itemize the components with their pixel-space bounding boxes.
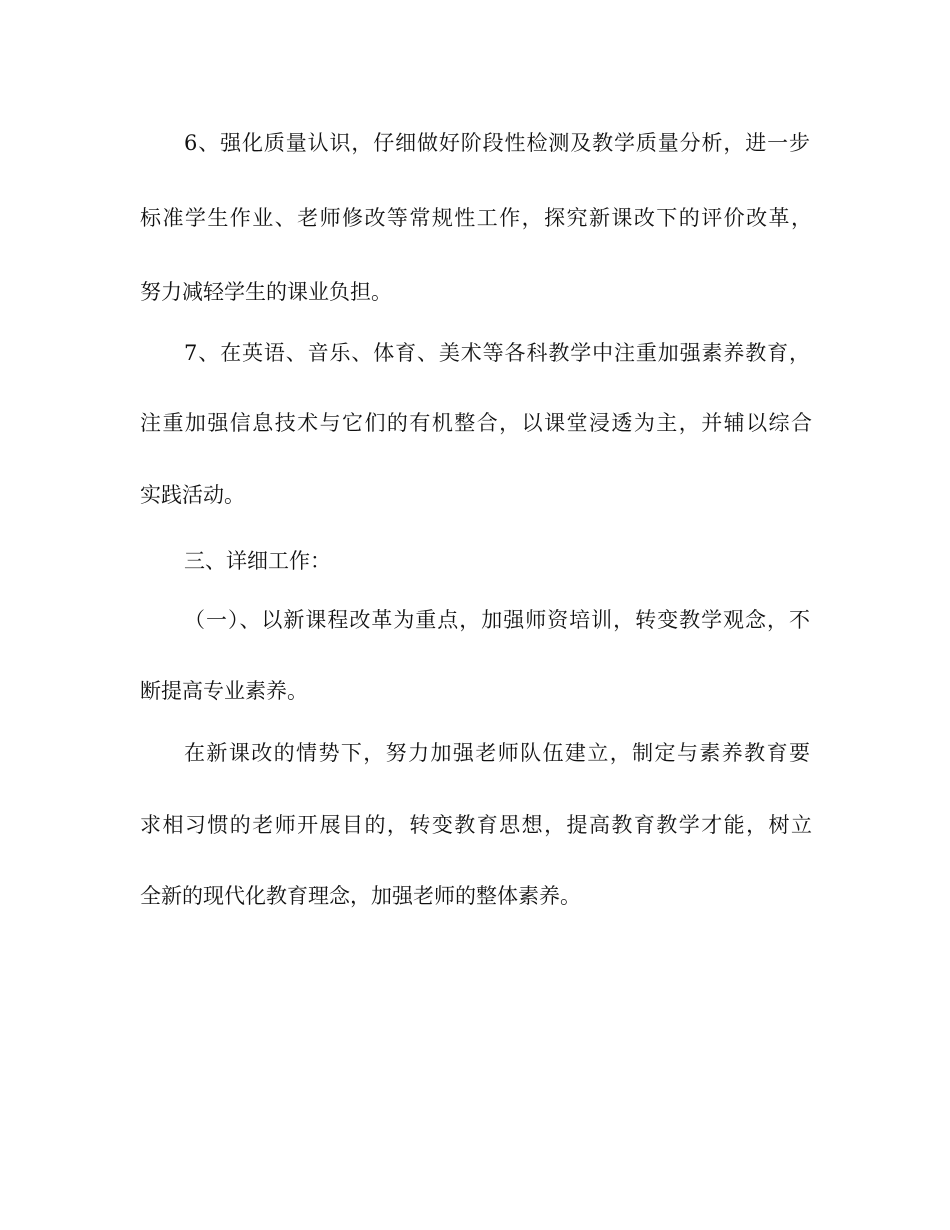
- paragraph-6-line-1: 6、强化质量认识，仔细做好阶段性检测及教学质量分析，进一步: [184, 131, 810, 155]
- paragraph-7-line-2: 注重加强信息技术与它们的有机整合，以课堂浸透为主，并辅以综合: [140, 411, 812, 435]
- paragraph-6-line-2: 标准学生作业、老师修改等常规性工作，探究新课改下的评价改革，: [140, 206, 812, 230]
- paragraph-7-line-3: 实践活动。: [140, 483, 245, 507]
- paragraph-8-line-3: 全新的现代化教育理念，加强老师的整体素养。: [140, 884, 581, 908]
- section-heading: 三、详细工作：: [184, 549, 331, 573]
- subsection-1-line-2: 断提高专业素养。: [140, 679, 308, 703]
- paragraph-8-line-2: 求相习惯的老师开展目的，转变教育思想，提高教育教学才能，树立: [140, 813, 812, 837]
- paragraph-7-line-1: 7、在英语、音乐、体育、美术等各科教学中注重加强素养教育，: [184, 341, 810, 365]
- paragraph-6-line-3: 努力减轻学生的课业负担。: [140, 280, 392, 304]
- subsection-1-line-1: （一）、以新课程改革为重点，加强师资培训，转变教学观念，不: [184, 608, 810, 632]
- paragraph-8-line-1: 在新课改的情势下，努力加强老师队伍建立，制定与素养教育要: [184, 741, 810, 765]
